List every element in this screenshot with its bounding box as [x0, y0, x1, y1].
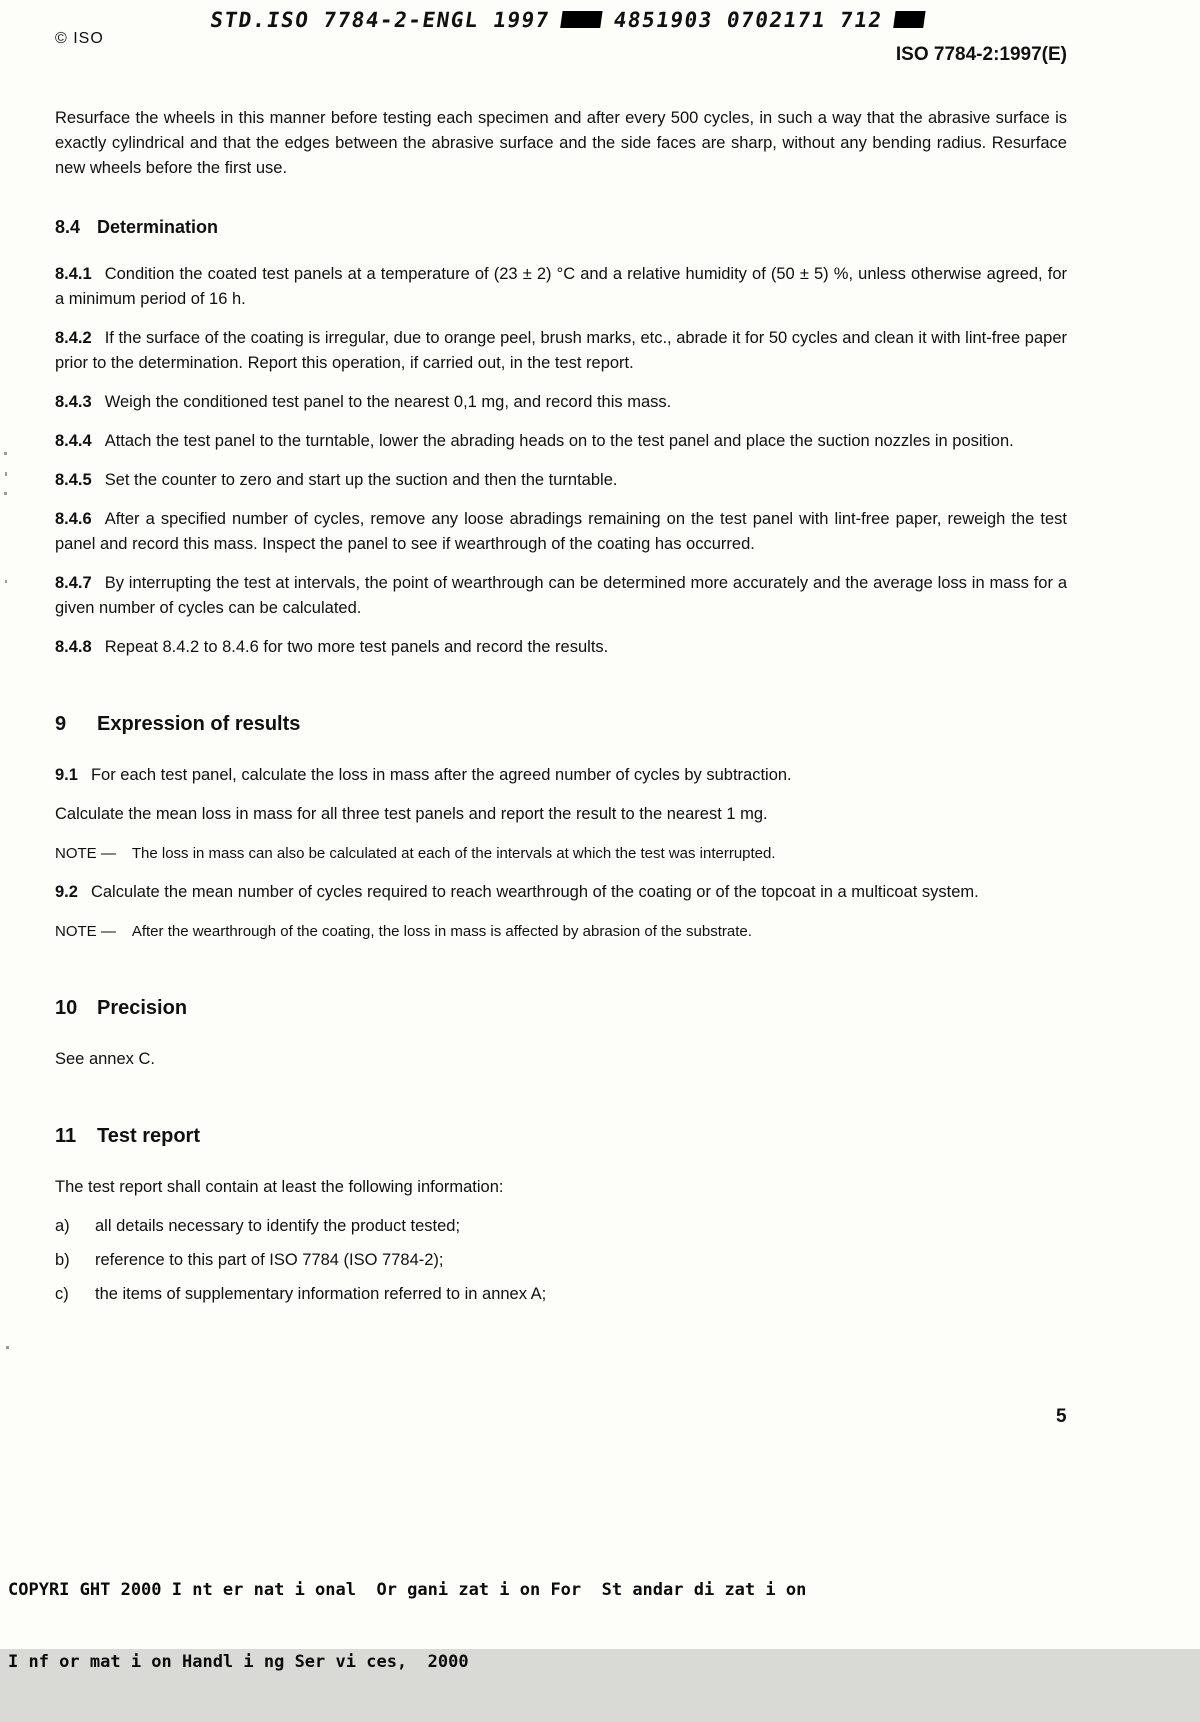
numbered-paragraph — [55, 429, 1067, 454]
scan-artifact — [4, 452, 7, 455]
clause-text: By interrupting the test at intervals, the point of wearthrough can be determined more accurately and the average loss in mass for a given number of cycles can be calculated. — [55, 574, 1067, 617]
note-label: NOTE — — [55, 923, 116, 940]
section-heading — [55, 215, 1067, 240]
section-heading — [55, 1124, 1067, 1149]
numbered-paragraph — [55, 507, 1067, 557]
paragraph: Resurface the wheels in this manner before testing each specimen and after every 500 cycles, in such a way that the abrasive surface is exactly cylindrical and that the edges between the abrasive surface and the side faces are sharp, without any bending radius. Resurface new wheels before the first use. — [55, 109, 1067, 177]
clause-number: 8.4.4 — [55, 432, 92, 450]
paragraph: Calculate the mean loss in mass for all three test panels and report the result to the nearest 1 mg. — [55, 805, 768, 823]
clause-text: Weigh the conditioned test panel to the nearest 0,1 mg, and record this mass. — [104, 393, 672, 411]
section-heading — [55, 712, 1067, 737]
list-item-label: c) — [55, 1285, 69, 1303]
list-item — [55, 1248, 1067, 1273]
section-number: 8.4 — [55, 217, 81, 237]
list-item — [55, 1214, 1067, 1239]
list-item — [55, 1282, 1067, 1307]
section-title: Expression of results — [97, 713, 301, 735]
numbered-paragraph — [55, 880, 1067, 905]
page-number: 5 — [1056, 1406, 1067, 1427]
section-number: 11 — [55, 1125, 77, 1147]
scan-artifact — [4, 492, 7, 495]
list-item-label: a) — [55, 1217, 70, 1235]
clause-number: 9.1 — [55, 766, 78, 784]
footer-line-2: I nf or mat i on Handl i ng Ser vi ces, 2000 — [8, 1652, 469, 1672]
document-reference: ISO 7784-2:1997(E) — [895, 44, 1067, 65]
numbered-paragraph — [55, 326, 1067, 376]
note-label: NOTE — — [55, 845, 116, 862]
list-item-text: reference to this part of ISO 7784 (ISO 7784-2); — [95, 1251, 444, 1269]
clause-text: For each test panel, calculate the loss in mass after the agreed number of cycles by subtraction. — [90, 766, 792, 784]
note-paragraph — [55, 841, 1067, 866]
clause-number: 8.4.8 — [55, 638, 92, 656]
copyright-footer — [8, 1530, 806, 1722]
scan-artifact — [6, 1346, 9, 1349]
section-title: Determination — [97, 217, 219, 237]
numbered-paragraph — [55, 763, 1067, 788]
clause-number: 9.2 — [55, 883, 78, 901]
clause-text: After a specified number of cycles, remove any loose abradings remaining on the test panel with lint-free paper, reweigh the test panel and record this mass. Inspect the panel to see if wearthrough of the coating has occurred. — [55, 510, 1067, 553]
clause-number: 8.4.3 — [55, 393, 92, 411]
clause-text: Attach the test panel to the turntable, lower the abrading heads on to the test panel and place the suction nozzles in position. — [104, 432, 1014, 450]
clause-text: If the surface of the coating is irregular, due to orange peel, brush marks, etc., abrade it for 50 cycles and clean it with lint-free paper prior to the determination. Report this operation, if carried out, in the test report. — [55, 329, 1067, 372]
section-number: 10 — [55, 997, 78, 1019]
scan-header-line — [209, 8, 939, 32]
section-heading — [55, 996, 1067, 1021]
clause-text: Set the counter to zero and start up the suction and then the turntable. — [104, 471, 618, 489]
scan-code-right: 4851903 0702171 712 — [612, 8, 885, 32]
section-title: Test report — [97, 1125, 200, 1147]
note-text: The loss in mass can also be calculated at each of the intervals at which the test was interrupted. — [131, 845, 776, 862]
numbered-paragraph — [55, 262, 1067, 312]
note-text: After the wearthrough of the coating, the loss in mass is affected by abrasion of the substrate. — [131, 923, 752, 940]
clause-number: 8.4.2 — [55, 329, 92, 347]
numbered-paragraph — [55, 571, 1067, 621]
scan-artifact — [5, 580, 7, 583]
list-item-text: all details necessary to identify the product tested; — [95, 1217, 461, 1235]
footer-line-1: COPYRI GHT 2000 I nt er nat i onal Or gani zat i on For St andar di zat i on — [8, 1580, 807, 1600]
clause-number: 8.4.1 — [55, 265, 92, 283]
clause-number: 8.4.5 — [55, 471, 92, 489]
section-number: 9 — [55, 713, 67, 735]
copyright-iso-mark: © ISO — [55, 30, 104, 47]
section-title: Precision — [97, 997, 188, 1019]
redaction-block-icon — [893, 11, 925, 28]
clause-text: Condition the coated test panels at a temperature of (23 ± 2) °C and a relative humidity of (50 ± 5) %, unless otherwise agreed, for a minimum period of 16 h. — [55, 265, 1067, 308]
clause-text: Calculate the mean number of cycles required to reach wearthrough of the coating or of the topcoat in a multicoat system. — [90, 883, 979, 901]
list-item-label: b) — [55, 1251, 70, 1269]
note-paragraph — [55, 919, 1067, 944]
scan-artifact — [5, 472, 7, 476]
numbered-paragraph — [55, 390, 1067, 415]
redaction-block-icon — [561, 11, 603, 28]
paragraph: The test report shall contain at least the following information: — [55, 1178, 504, 1196]
clause-text: Repeat 8.4.2 to 8.4.6 for two more test panels and record the results. — [104, 638, 609, 656]
list-item-text: the items of supplementary information referred to in annex A; — [95, 1285, 547, 1303]
numbered-paragraph — [55, 635, 1067, 660]
scan-code-left: STD.ISO 7784-2-ENGL 1997 — [208, 8, 552, 32]
numbered-paragraph — [55, 468, 1067, 493]
paragraph: See annex C. — [55, 1050, 155, 1068]
clause-number: 8.4.6 — [55, 510, 92, 528]
document-body — [55, 106, 1067, 1316]
clause-number: 8.4.7 — [55, 574, 92, 592]
